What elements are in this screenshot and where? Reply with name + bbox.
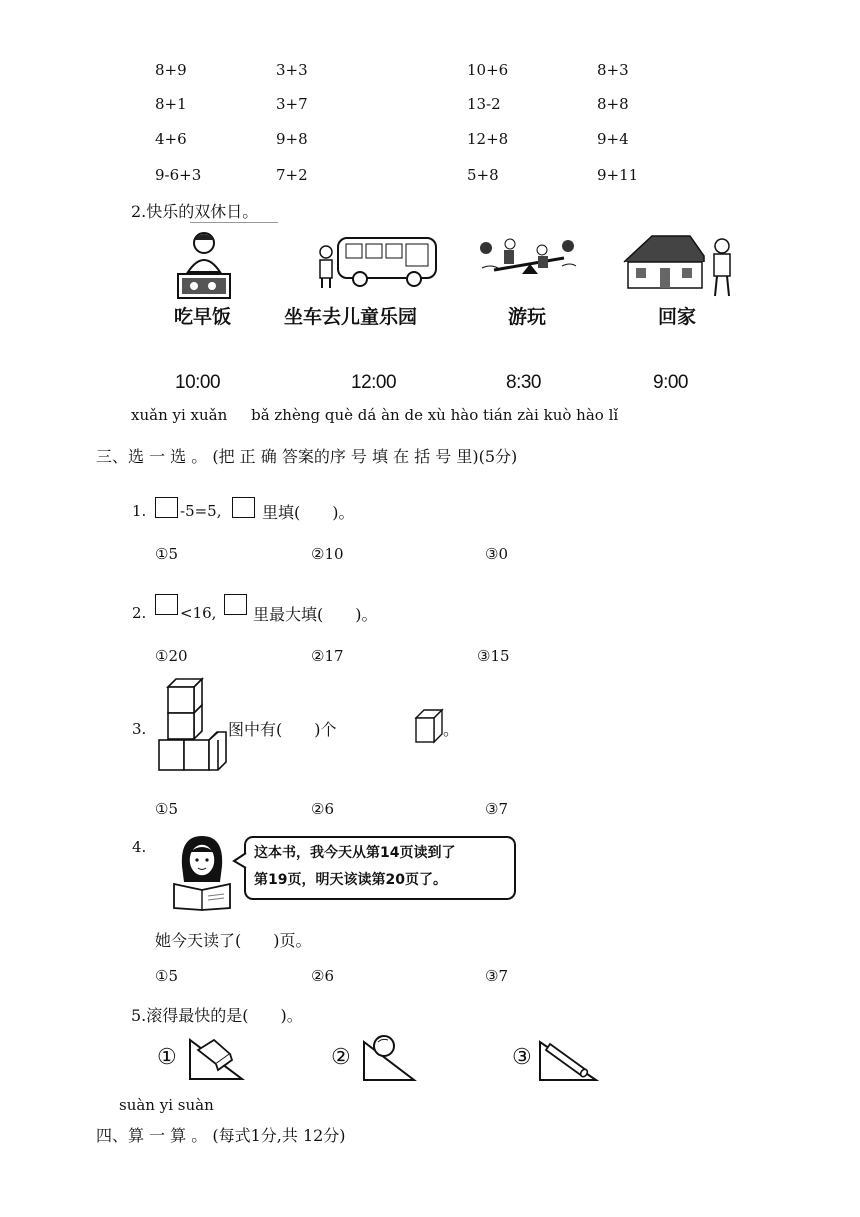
q2-option: ①20 bbox=[155, 647, 188, 665]
section-3-title: 三、选 一 选 。 (把 正 确 答案的序 号 填 在 括 号 里)(5分) bbox=[96, 447, 518, 466]
bus-illustration bbox=[310, 232, 440, 290]
bubble-line: 第19页，明天该读第20页了。 bbox=[254, 872, 447, 888]
q2-option: ②17 bbox=[311, 647, 344, 665]
single-cube-icon bbox=[414, 708, 444, 744]
girl-reading-illustration bbox=[170, 832, 236, 910]
calc-item: 9+8 bbox=[276, 130, 308, 148]
q1-option: ①5 bbox=[155, 545, 178, 563]
q3-text: 图中有( )个 bbox=[228, 720, 337, 739]
answer-box bbox=[224, 594, 247, 615]
seesaw-illustration bbox=[476, 236, 581, 286]
calc-item: 9-6+3 bbox=[155, 166, 202, 184]
q1-option: ③0 bbox=[485, 545, 508, 563]
q4-option: ③7 bbox=[485, 967, 508, 985]
q1-number: 1. bbox=[132, 502, 147, 520]
calc-item: 8+9 bbox=[155, 61, 187, 79]
time-label: 9:00 bbox=[653, 372, 688, 393]
q2-option: ③15 bbox=[477, 647, 510, 665]
q2-number: 2. bbox=[132, 604, 147, 622]
pinyin-line: xuǎn yi xuǎn bǎ zhèng què dá àn de xù hào tián zài kuò hào lǐ bbox=[131, 406, 619, 424]
ramp-cylinder-illustration bbox=[538, 1038, 598, 1082]
calc-item: 5+8 bbox=[467, 166, 499, 184]
time-label: 12:00 bbox=[351, 372, 397, 393]
speech-bubble-tail bbox=[232, 852, 248, 870]
q1-option: ②10 bbox=[311, 545, 344, 563]
q3-option: ②6 bbox=[311, 800, 334, 818]
time-label: 8:30 bbox=[506, 372, 541, 393]
q2-text: <16, bbox=[180, 604, 217, 622]
answer-box bbox=[155, 594, 178, 615]
answer-box bbox=[232, 497, 255, 518]
ramp-box-illustration bbox=[188, 1036, 244, 1082]
q3-number: 3. bbox=[132, 720, 147, 738]
caption-bus: 坐车去儿童乐园 bbox=[284, 306, 418, 328]
q1-text: -5=5, bbox=[180, 502, 222, 520]
q4-option: ②6 bbox=[311, 967, 334, 985]
q5-label: ③ bbox=[512, 1045, 532, 1070]
q3-option: ①5 bbox=[155, 800, 178, 818]
calc-item: 8+8 bbox=[597, 95, 629, 113]
cube-stack-illustration bbox=[158, 678, 228, 772]
caption-breakfast: 吃早饭 bbox=[174, 306, 232, 328]
calc-item: 4+6 bbox=[155, 130, 187, 148]
q4-number: 4. bbox=[132, 838, 147, 856]
caption-play: 游玩 bbox=[508, 306, 547, 328]
q5-label: ② bbox=[331, 1045, 351, 1070]
child-eating-illustration bbox=[174, 230, 234, 302]
q4-option: ①5 bbox=[155, 967, 178, 985]
calc-item: 8+1 bbox=[155, 95, 187, 113]
calc-item: 8+3 bbox=[597, 61, 629, 79]
caption-home: 回家 bbox=[658, 306, 697, 328]
q2-text: 里最大填( )。 bbox=[253, 605, 378, 624]
calc-item: 3+7 bbox=[276, 95, 308, 113]
q3-text: 。 bbox=[443, 720, 460, 739]
speech-bubble-text bbox=[254, 840, 514, 894]
time-label: 10:00 bbox=[175, 372, 221, 393]
calc-item: 10+6 bbox=[467, 61, 509, 79]
calc-item: 9+11 bbox=[597, 166, 639, 184]
q1-text: 里填( )。 bbox=[262, 503, 355, 522]
section-4-title: 四、算 一 算 。 (每式1分,共 12分) bbox=[96, 1126, 346, 1145]
q3-option: ③7 bbox=[485, 800, 508, 818]
q5-title: 5.滚得最快的是( )。 bbox=[131, 1006, 303, 1025]
calc-item: 3+3 bbox=[276, 61, 308, 79]
calc-item: 13-2 bbox=[467, 95, 501, 113]
calc-item: 9+4 bbox=[597, 130, 629, 148]
bubble-line: 这本书，我今天从第14页读到了 bbox=[254, 845, 456, 861]
divider bbox=[190, 222, 278, 223]
ramp-ball-illustration bbox=[362, 1034, 416, 1082]
calc-item: 12+8 bbox=[467, 130, 509, 148]
answer-box bbox=[155, 497, 178, 518]
house-illustration bbox=[622, 232, 740, 298]
calc-item: 7+2 bbox=[276, 166, 308, 184]
holiday-title: 2.快乐的双休日。 bbox=[131, 202, 259, 221]
q5-label: ① bbox=[157, 1045, 177, 1070]
pinyin-line: suàn yi suàn bbox=[119, 1096, 214, 1114]
q4-question: 她今天读了( )页。 bbox=[155, 931, 312, 950]
